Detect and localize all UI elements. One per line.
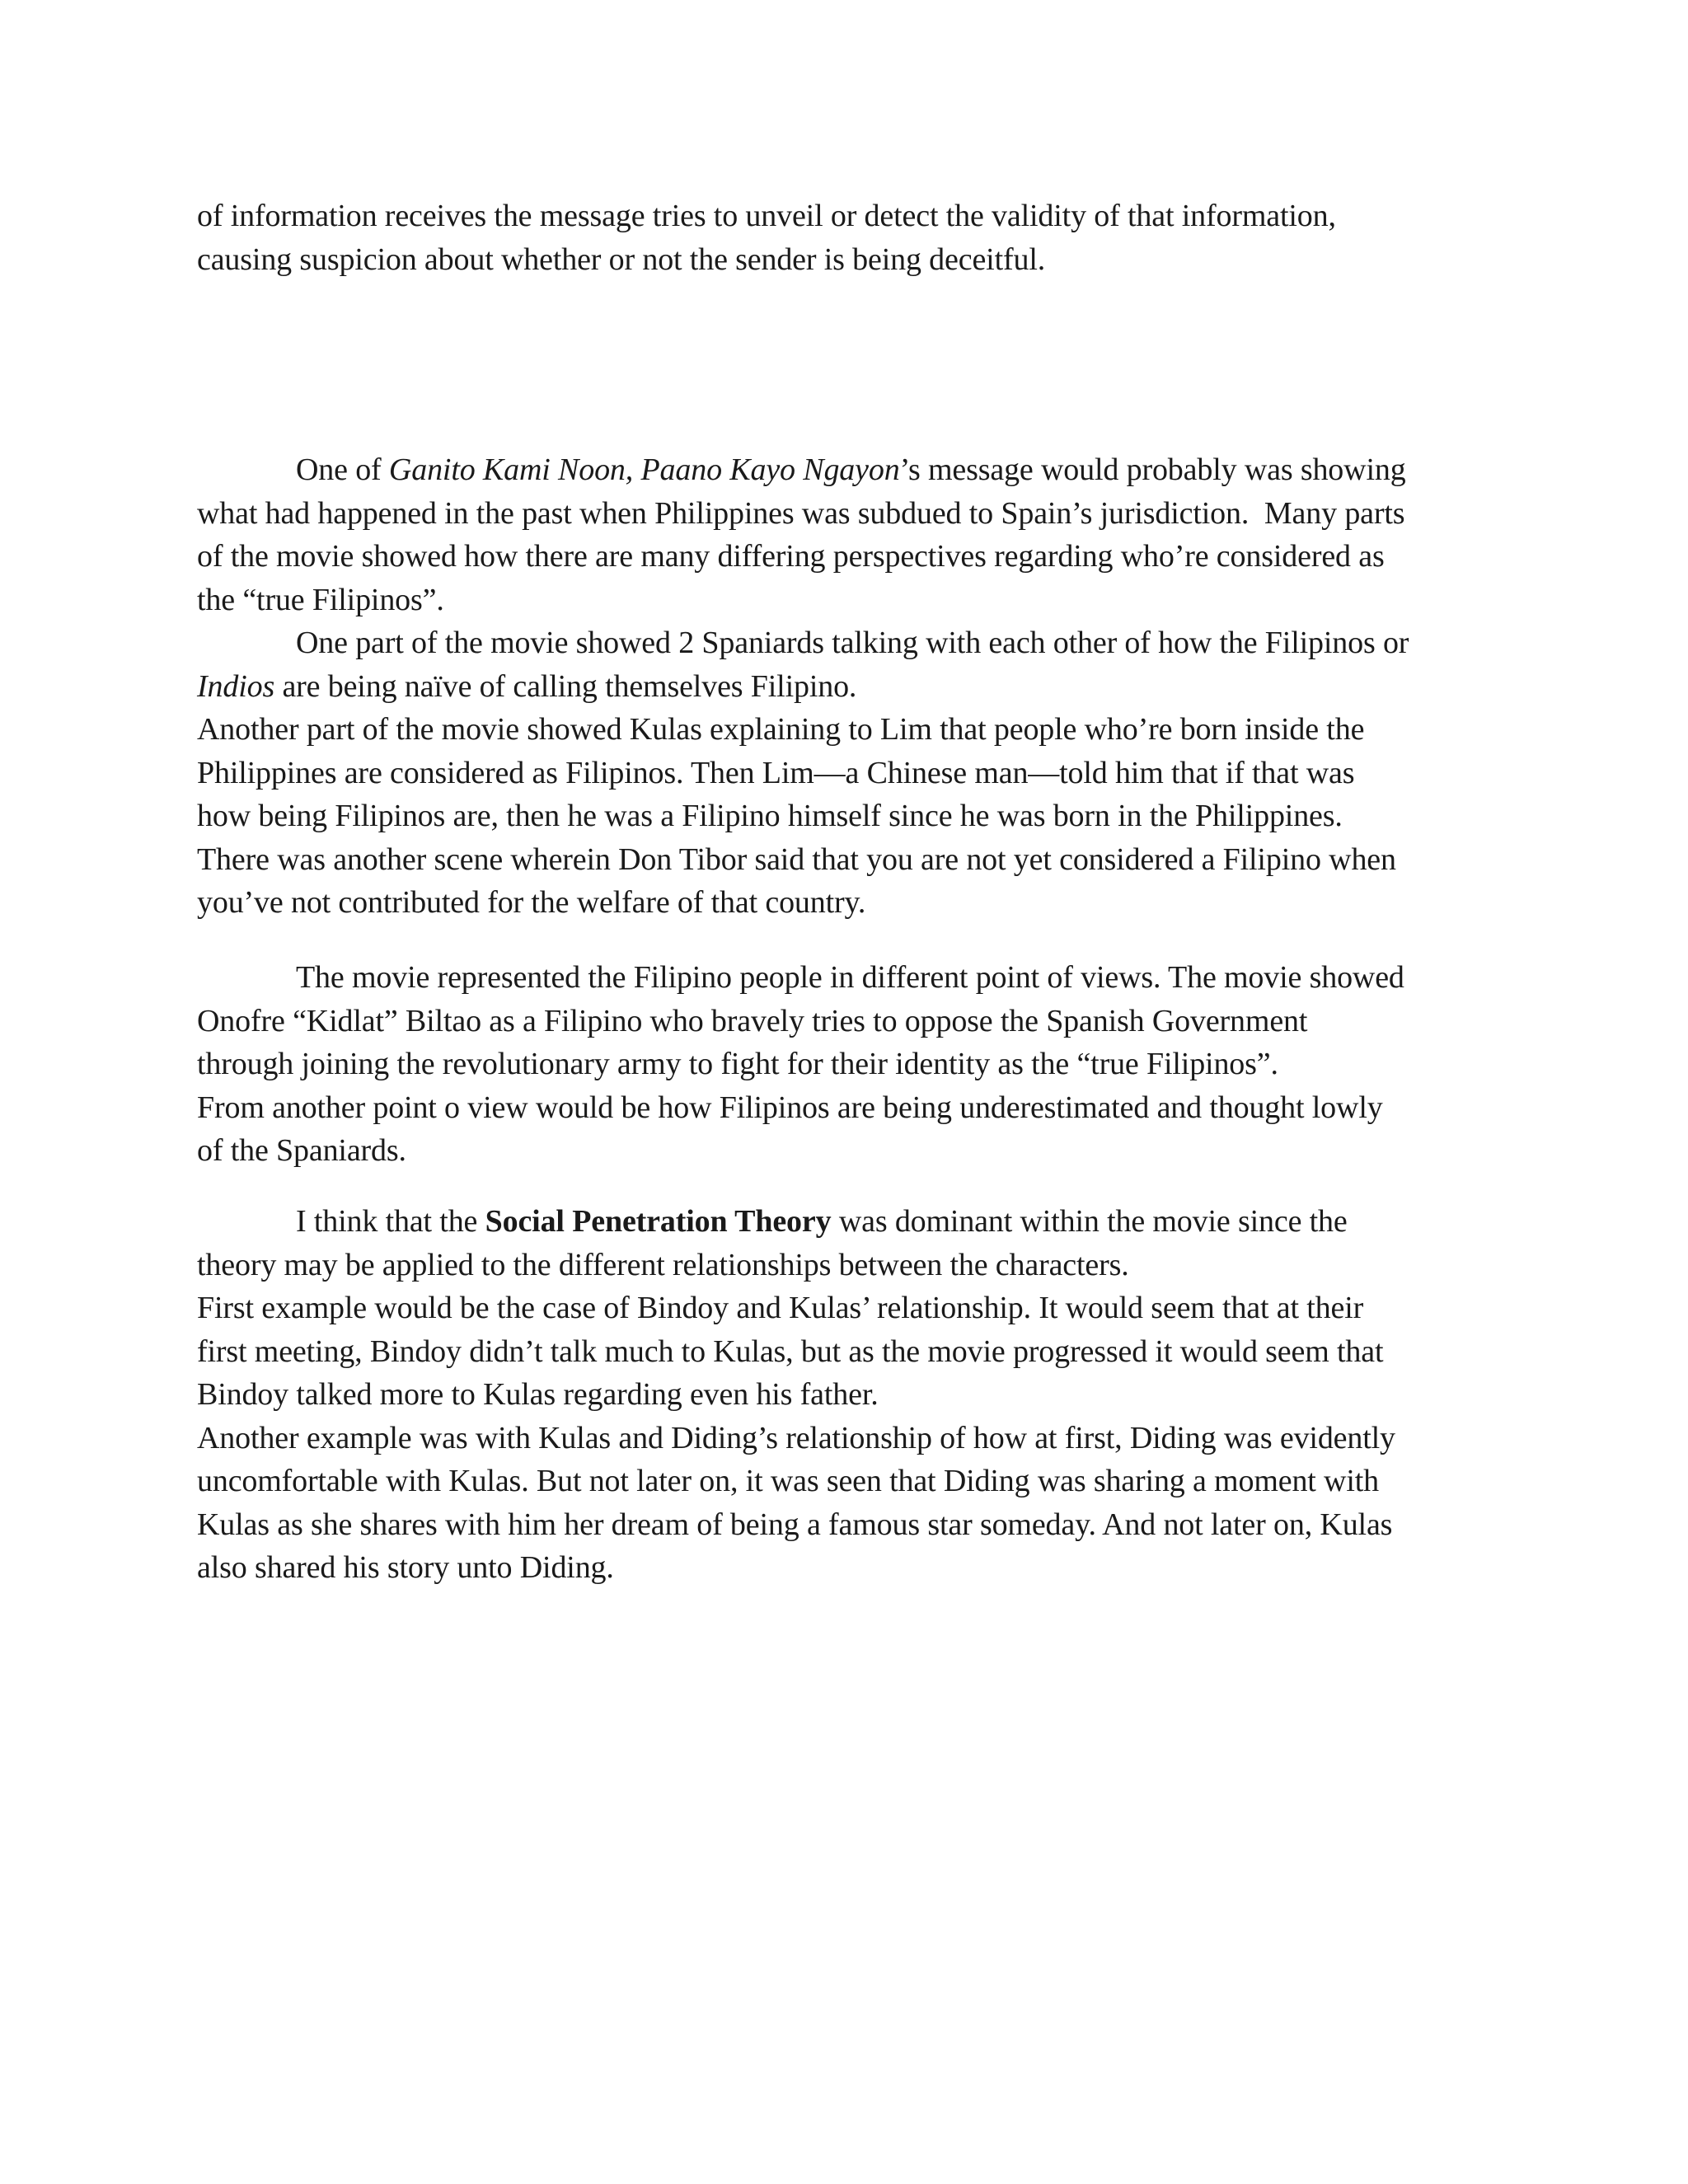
paragraph-true-filipinos xyxy=(197,448,1504,925)
text-line: causing suspicion about whether or not the sender is being deceitful. xyxy=(197,241,1046,277)
text-line: uncomfortable with Kulas. But not later on, it was seen that Diding was sharing a moment with xyxy=(197,1464,1380,1498)
text-line: Onofre “Kidlat” Biltao as a Filipino who bravely tries to oppose the Spanish Government xyxy=(197,1003,1308,1038)
text-line xyxy=(197,1200,1504,1244)
paragraph-point-of-views xyxy=(197,956,1504,1173)
text-line: of information receives the message tries to unveil or detect the validity of that information, xyxy=(197,199,1336,233)
text-line: theory may be applied to the different relationships between the characters. xyxy=(197,1247,1129,1282)
theory-name-bold: Social Penetration Theory xyxy=(485,1204,832,1239)
text-line: Philippines are considered as Filipinos. Then Lim—a Chinese man—told him that if that was xyxy=(197,755,1355,790)
text-line: the “true Filipinos”. xyxy=(197,582,444,617)
text-line: how being Filipinos are, then he was a Filipino himself since he was born in the Philippines. xyxy=(197,799,1343,833)
indios-italic: Indios xyxy=(197,668,275,704)
paragraph-continuation xyxy=(197,194,1504,281)
text-line: First example would be the case of Bindoy and Kulas’ relationship. It would seem that at their xyxy=(197,1291,1364,1325)
text-line xyxy=(197,448,1504,492)
text-line: Another part of the movie showed Kulas explaining to Lim that people who’re born inside the xyxy=(197,712,1365,747)
text-line: through joining the revolutionary army to fight for their identity as the “true Filipinos”. xyxy=(197,1047,1278,1081)
text-line: There was another scene wherein Don Tibor said that you are not yet considered a Filipino when xyxy=(197,841,1396,877)
text-line: you’ve not contributed for the welfare of that country. xyxy=(197,885,866,920)
text-line: first meeting, Bindoy didn’t talk much to Kulas, but as the movie progressed it would seem that xyxy=(197,1333,1384,1369)
movie-title-italic: Ganito Kami Noon, Paano Kayo Ngayon xyxy=(388,452,900,487)
text-line: of the movie showed how there are many differing perspectives regarding who’re considered as xyxy=(197,539,1385,574)
text-span: I think that the xyxy=(296,1204,485,1239)
text-span: ’s message would probably was showing xyxy=(899,452,1406,487)
text-line: of the Spaniards. xyxy=(197,1133,406,1168)
text-line: Bindoy talked more to Kulas regarding even his father. xyxy=(197,1377,879,1412)
text-line: Another example was with Kulas and Diding’s relationship of how at first, Diding was evidently xyxy=(197,1420,1395,1455)
text-line: From another point o view would be how Filipinos are being underestimated and thought lowly xyxy=(197,1090,1383,1125)
text-line: The movie represented the Filipino people in different point of views. The movie showed xyxy=(296,960,1404,995)
text-span: was dominant within the movie since the xyxy=(831,1204,1348,1239)
text-line: One part of the movie showed 2 Spaniards talking with each other of how the Filipinos or xyxy=(296,626,1409,660)
text-line: what had happened in the past when Philippines was subdued to Spain’s jurisdiction. Many parts xyxy=(197,495,1405,531)
paragraph-social-penetration xyxy=(197,1200,1504,1590)
text-span: are being naïve of calling themselves Filipino. xyxy=(274,668,857,704)
text-span: One of xyxy=(296,452,389,487)
text-line xyxy=(197,665,1504,709)
text-line: Kulas as she shares with him her dream of being a famous star someday. And not later on, Kulas xyxy=(197,1507,1393,1542)
text-line: also shared his story unto Diding. xyxy=(197,1550,614,1585)
